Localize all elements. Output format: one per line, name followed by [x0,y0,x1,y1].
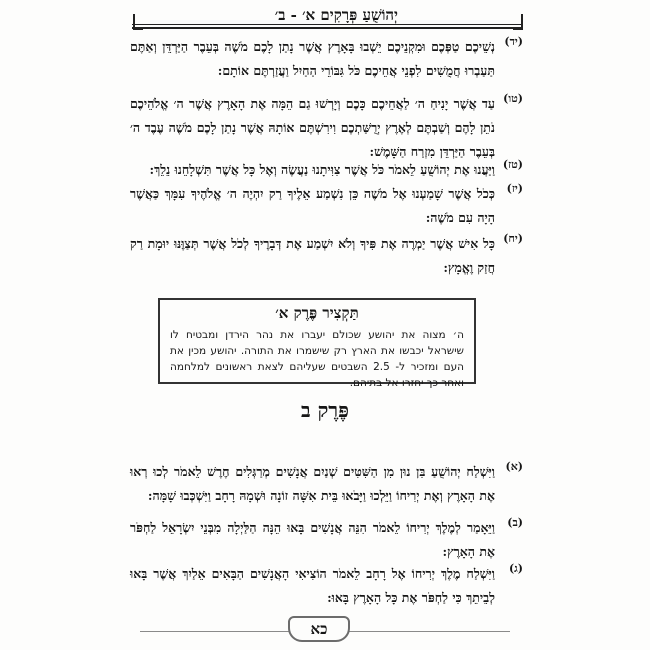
verse-number: (ב) [507,516,523,529]
verse-number: (טז) [502,158,523,171]
header-rule-double [132,27,523,29]
verse-text: וַיִּשְׁלַח מֶלֶךְ יְרִיחוֹ אֶל רָחָב לֵאמֹר הוֹצִיאִי הָאֲנָשִׁים הַבָּאִים אֵלַיִךְ אֲשֶׁר בָּאוּ לְבֵיתֵךְ כִּי לַחְפֹּר אֶת כָּל הָאָרֶץ בָּאוּ: [130,566,495,605]
verse-2-1 [130,460,523,508]
verse-15 [130,92,523,164]
summary-body: ה׳ מצוה את יהושע שכולם יעברו את נהר הירדן ומבטיח לו שישראל יכבשו את הארץ רק שישמרו את התורה. יהושע מכין את העם ומזכיר ל- 2.5 השבטים שעליהם לצאת ראשונים למלחמה ואחר כך יחזרו אל בתיהם. [170,329,465,389]
summary-title: תַּקְצִיר פֶּרֶק א׳ [275,304,359,322]
running-header-title: יְהוֹשֻׁעַ פְּרָקִים א׳ - ב׳ [274,6,398,24]
verse-text: כְּכֹל אֲשֶׁר שָׁמַעְנוּ אֶל מֹשֶׁה כֵּן נִשְׁמַע אֵלֶיךָ רַק יִהְיֶה ה׳ אֱלֹהֶיךָ עִמָּךְ כַּאֲשֶׁר הָיָה עִם מֹשֶׁה: [130,186,495,225]
verse-number: (א) [505,460,523,473]
page-number-badge [288,616,350,642]
verse-text: נְשֵׁיכֶם טַפְּכֶם וּמִקְנֵיכֶם יֵשְׁבוּ בָּאָרֶץ אֲשֶׁר נָתַן לָכֶם מֹשֶׁה בְּעֵבֶר הַיַּרְדֵּן וְאַתֶּם תַּעַבְרוּ חֲמֻשִׁים לִפְנֵי אֲחֵיכֶם כֹּל גִּבּוֹרֵי הַחַיִל וַעֲזַרְתֶּם אוֹתָם: [130,39,495,78]
verse-text: וַיֵּאָמַר לְמֶלֶךְ יְרִיחוֹ לֵאמֹר הִנֵּה אֲנָשִׁים בָּאוּ הֵנָּה הַלַּיְלָה מִבְּנֵי יִשְׂרָאֵל לַחְפֹּר אֶת הָאָרֶץ: [130,520,495,559]
verse-number: (יז) [506,182,523,195]
verse-text: וַיִּשְׁלַח יְהוֹשֻׁעַ בִּן נוּן מִן הַשִּׁטִּים שְׁנַיִם אֲנָשִׁים מְרַגְּלִים חֶרֶשׁ לֵאמֹר לְכוּ רְאוּ אֶת הָאָרֶץ וְאֶת יְרִיחוֹ וַיֵּלְכוּ וַיָּבֹאוּ בֵּית אִשָּׁה זוֹנָה וּשְׁמָהּ רָחָב וַיִּשְׁכְּבוּ שָׁמָּה: [130,464,495,503]
chapter-heading: פֶּרֶק ב [300,398,349,422]
verse-14 [130,35,523,83]
header-rule [132,24,523,25]
verse-number: (יח) [503,232,523,245]
verse-18 [130,232,523,280]
chapter-summary-box [158,298,476,389]
verse-number: (טו) [503,92,523,105]
verse-17 [130,182,523,230]
verse-number: (יד) [504,35,523,48]
verse-16 [130,158,523,182]
verse-text: וַיַּעֲנוּ אֶת יְהוֹשֻׁעַ לֵאמֹר כֹּל אֲשֶׁר צִוִּיתָנוּ נַעֲשֶׂה וְאֶל כָּל אֲשֶׁר תִּשְׁלָחֵנוּ נֵלֵךְ: [149,162,495,177]
verse-2-2 [130,516,523,564]
verse-number: (ג) [508,562,523,575]
verse-text: כָּל אִישׁ אֲשֶׁר יַמְרֶה אֶת פִּיךָ וְלֹא יִשְׁמַע אֶת דְּבָרֶיךָ לְכֹל אֲשֶׁר תְּצַוֶּנּוּ יוּמָת רַק חֲזַק וֶאֱמָץ: [130,236,495,275]
verse-text: עַד אֲשֶׁר יָנִיחַ ה׳ לַאֲחֵיכֶם כָּכֶם וְיָרְשׁוּ גַם הֵמָּה אֶת הָאָרֶץ אֲשֶׁר ה׳ אֱלֹהֵיכֶם נֹתֵן לָהֶם וְשַׁבְתֶּם לְאֶרֶץ יְרֻשַּׁתְכֶם וִירִשְׁתֶּם אוֹתָהּ אֲשֶׁר נָתַן לָכֶם מֹשֶׁה עֶבֶד ה׳ בְּעֵבֶר הַיַּרְדֵּן מִזְרַח הַשָּׁמֶשׁ: [130,96,495,159]
verse-2-3 [130,562,523,610]
page-number: כא [310,619,328,638]
